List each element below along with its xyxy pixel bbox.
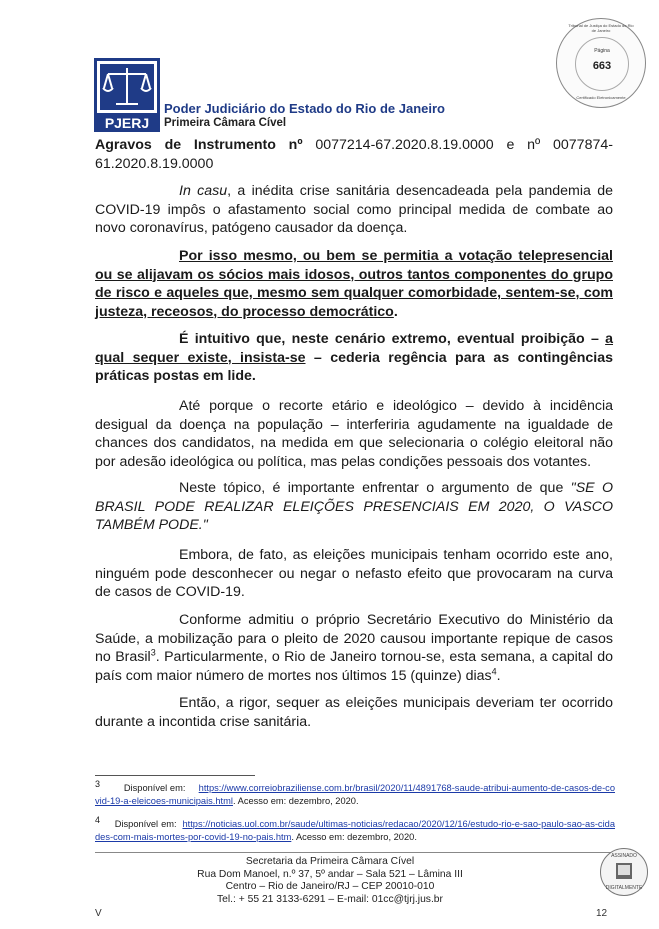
p7-text-a: Conforme admitiu o próprio Secretário Executivo do Ministério da Saúde, a mobilização para o pleito de 2020 causou importante repique de casos no Brasil — [95, 612, 613, 665]
p7-text-c: . — [496, 667, 501, 684]
case-conjunction: e nº — [506, 137, 541, 153]
footnote-number: 3 — [95, 778, 101, 789]
footer-line-2: Rua Dom Manoel, n.º 37, 5º andar – Sala 521 – Lâmina III — [197, 868, 463, 880]
footer-line-3: Centro – Rio de Janeiro/RJ – CEP 20010-010 — [225, 881, 435, 893]
footnote-prefix: Disponível em: — [123, 783, 186, 793]
seal-ring-top: Tribunal de Justiça do Estado do Rio de Janeiro — [568, 23, 634, 33]
paragraph-6: Embora, de fato, as eleições municipais tenham ocorrido este ano, ninguém pode desconhecer ou negar o nefasto efeito que provocaram na curva de casos de COVID-19. — [95, 547, 613, 600]
footer-separator — [95, 852, 615, 853]
footnote-number: 4 — [95, 814, 101, 825]
paragraph-4: Até porque o recorte etário e ideológico – devido à incidência desigual da doença na população – interferiria agudamente na igualdade de chances dos candidatos, na medida em que selecionaria o colégio eleitoral não por adesão ideológica ou política, mas pelas condições pessoais dos votantes. — [95, 398, 613, 470]
p1-text: , a inédita crise sanitária desencadeada pela pandemia de COVID-19 impôs o afastamento social como principal medida de combate ao novo coronavírus, patógeno causador da doença. — [95, 183, 613, 236]
p2-end: . — [393, 303, 398, 320]
footnote-suffix: . Acesso em: dezembro, 2020. — [232, 795, 359, 806]
paragraph-2 — [95, 247, 613, 321]
p3-underlined: a qual sequer existe, insista-se — [95, 331, 613, 366]
seal-label: Página — [594, 48, 610, 54]
p5-text: Neste tópico, é importante enfrentar o argumento de que — [179, 480, 571, 496]
paragraph-3 — [95, 330, 613, 386]
version-mark: V — [95, 908, 102, 919]
case-number-1: 0077214-67.2020.8.19.0000 — [315, 137, 494, 153]
case-heading — [95, 136, 613, 173]
p7-text-b: . Particularmente, o Rio de Janeiro tornou-se, esta semana, a capital do país com maior número de mortes nos últimos 15 (quinze) dias — [95, 649, 613, 684]
electronic-certification-seal — [556, 18, 646, 108]
paragraph-1 — [95, 182, 613, 238]
footnote-suffix: . Acesso em: dezembro, 2020. — [291, 831, 417, 842]
case-label: Agravos de Instrumento nº — [95, 137, 303, 153]
footnote-ref-3[interactable]: 3 — [150, 647, 156, 658]
stamp-text-top: ASSINADO — [611, 853, 637, 859]
p1-italic: In casu — [179, 183, 228, 199]
footnote-4 — [95, 814, 615, 843]
p3-text-a: É intuitivo que, neste cenário extremo, eventual proibição – — [179, 331, 606, 347]
footnote-prefix: Disponível em: — [114, 819, 177, 829]
case-number-2: 0077874-61.2020.8.19.0000 — [95, 137, 613, 172]
footer-line-4: Tel.: + 55 21 3133-6291 – E-mail: 01cc@tjrj.jus.br — [217, 893, 443, 905]
footer-line-1: Secretaria da Primeira Câmara Cível — [245, 856, 415, 867]
org-name: Poder Judiciário do Estado do Rio de Janeiro — [164, 101, 445, 116]
footnote-link[interactable]: https://www.correiobraziliense.com.br/brasil/2020/11/4891768-saude-atribui-aumento-de-casos-de-covid-19-a-eleicoes-municipais.html — [95, 783, 615, 806]
footnote-ref-4[interactable]: 4 — [491, 665, 497, 676]
footnote-separator — [95, 775, 255, 776]
footnote-link[interactable]: https://noticias.uol.com.br/saude/ultimas-noticias/redacao/2020/12/16/estudo-rio-e-sao-paulo-sao-as-cidades-com-mais-mortes-por-covid-19-no-pais.htm — [95, 819, 615, 842]
digital-signature-stamp — [600, 848, 648, 896]
p5-quote: "SE O BRASIL PODE REALIZAR ELEIÇÕES PRESENCIAIS EM 2020, O VASCO TAMBÉM PODE." — [95, 480, 613, 533]
p3-text-b: – cederia regência para as contingências práticas postas em lide. — [95, 349, 613, 384]
footnote-3 — [95, 778, 615, 807]
paragraph-7 — [95, 611, 613, 685]
stamp-text-bottom: DIGITALMENTE — [605, 885, 643, 891]
logo-text: PJERJ — [104, 115, 150, 131]
seal-ring-bottom: Certificado Eletronicamente — [576, 95, 626, 100]
paragraph-5 — [95, 479, 613, 535]
footer-address — [180, 856, 480, 906]
paragraph-8: Então, a rigor, sequer as eleições municipais deveriam ter ocorrido durante a incontida crise sanitária. — [95, 695, 613, 730]
page-number: 12 — [596, 908, 608, 919]
pjerj-logo — [94, 58, 160, 132]
p2-underlined: Por isso mesmo, ou bem se permitia a votação telepresencial ou se alijavam os sócios mais idosos, outros tantos componentes do grupo de risco e aqueles que, mesmo sem qualquer comorbidade, sentem-se, com justeza, receosos, do processo democrático — [95, 248, 613, 320]
seal-page-number: 663 — [592, 60, 612, 72]
seal-center — [575, 37, 629, 91]
chamber-name: Primeira Câmara Cível — [164, 117, 287, 129]
